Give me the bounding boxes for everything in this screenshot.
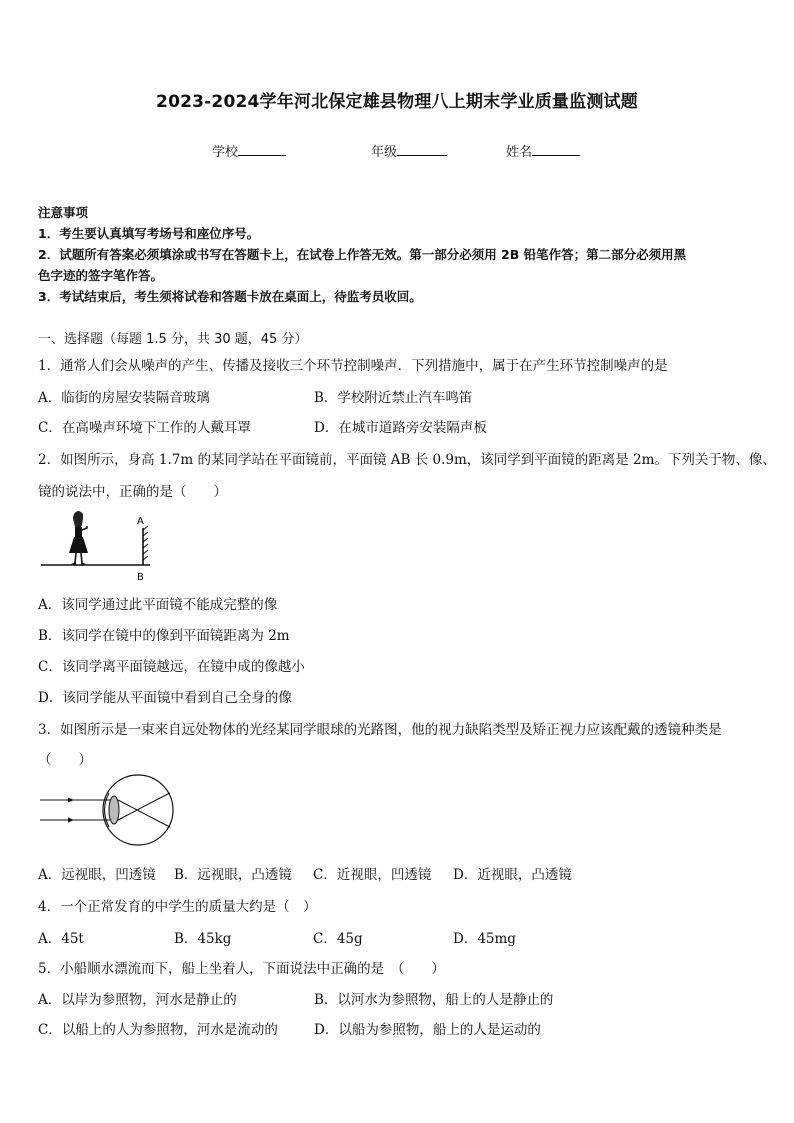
question-1-stem: 1．通常人们会从噪声的产生、传播及接收三个环节控制噪声．下列措施中，属于在产生环节控制噪声的是 — [38, 358, 668, 374]
question-2-stem-cont: 镜的说法中，正确的是（ ） — [38, 484, 227, 500]
name-field — [506, 141, 580, 160]
q1-option-a: A．临街的房屋安装隔音玻璃 — [38, 390, 210, 406]
q2-option-d: D．该同学能从平面镜中看到自己全身的像 — [38, 690, 292, 706]
mirror-figure — [38, 505, 158, 585]
school-blank — [238, 143, 286, 156]
grade-label: 年级 — [371, 145, 398, 160]
question-4-stem: 4．一个正常发育的中学生的质量大约是（ ） — [38, 899, 317, 915]
question-2-stem: 2．如图所示，身高 1.7m 的某同学站在平面镜前，平面镜 AB 长 0.9m，该同学到平面镜的距离是 2m。下列关于物、像、 — [38, 452, 776, 468]
eye-diagram — [38, 775, 193, 845]
question-3-stem-cont: （ ） — [38, 752, 92, 768]
page-title: 2023-2024学年河北保定雄县物理八上期末学业质量监测试题 — [156, 92, 638, 112]
q3-option-b: B．远视眼，凸透镜 — [174, 867, 292, 883]
notice-item: 色字迹的签字笔作答。 — [38, 268, 164, 283]
q5-option-a: A．以岸为参照物，河水是静止的 — [38, 992, 237, 1008]
notice-item: 1．考生要认真填写考场号和座位序号。 — [38, 226, 260, 241]
person-figure — [69, 511, 88, 565]
notice-item: 2．试题所有答案必须填涂或书写在答题卡上，在试卷上作答无效。第一部分必须用 2B 铅笔作答；第二部分必须用黑 — [38, 247, 687, 262]
name-label: 姓名 — [506, 145, 533, 160]
school-field — [212, 141, 286, 160]
q5-option-c: C．以船上的人为参照物，河水是流动的 — [38, 1022, 278, 1038]
q2-option-c: C．该同学离平面镜越远，在镜中成的像越小 — [38, 659, 305, 675]
notice-item: 3．考试结束后，考生须将试卷和答题卡放在桌面上，待监考员收回。 — [38, 289, 422, 304]
q3-option-a: A．远视眼，凹透镜 — [38, 867, 156, 883]
q4-option-d: D．45mg — [453, 931, 516, 947]
q5-option-d: D．以船为参照物，船上的人是运动的 — [314, 1022, 541, 1038]
q2-option-b: B．该同学在镜中的像到平面镜距离为 2m — [38, 628, 290, 644]
notice-heading: 注意事项 — [38, 205, 89, 220]
question-5-stem: 5．小船顺水漂流而下，船上坐着人，下面说法中正确的是 （ ） — [38, 961, 445, 977]
name-blank — [532, 143, 580, 156]
q2-option-a: A．该同学通过此平面镜不能成完整的像 — [38, 597, 278, 613]
mirror-label-a: A — [137, 516, 144, 527]
mirror-label-b: B — [137, 572, 144, 583]
grade-field — [371, 141, 447, 160]
q4-option-b: B．45kg — [174, 931, 232, 947]
grade-blank — [397, 143, 447, 156]
q1-option-b: B．学校附近禁止汽车鸣笛 — [314, 390, 473, 406]
section-heading: 一、选择题（每题 1.5 分，共 30 题，45 分） — [38, 332, 308, 347]
q1-option-d: D．在城市道路旁安装隔声板 — [314, 420, 487, 436]
question-3-stem: 3．如图所示是一束来自远处物体的光经某同学眼球的光路图，他的视力缺陷类型及矫正视力应该配戴的透镜种类是 — [38, 722, 722, 738]
eye-lens — [109, 796, 119, 824]
q4-option-a: A．45t — [38, 931, 84, 947]
q3-option-d: D．近视眼，凸透镜 — [453, 867, 572, 883]
q3-option-c: C．近视眼，凹透镜 — [313, 867, 432, 883]
q1-option-c: C．在高噪声环境下工作的人戴耳罩 — [38, 420, 251, 436]
q5-option-b: B．以河水为参照物，船上的人是静止的 — [314, 992, 554, 1008]
school-label: 学校 — [212, 145, 239, 160]
plane-mirror — [143, 526, 148, 565]
q4-option-c: C．45g — [313, 931, 363, 947]
